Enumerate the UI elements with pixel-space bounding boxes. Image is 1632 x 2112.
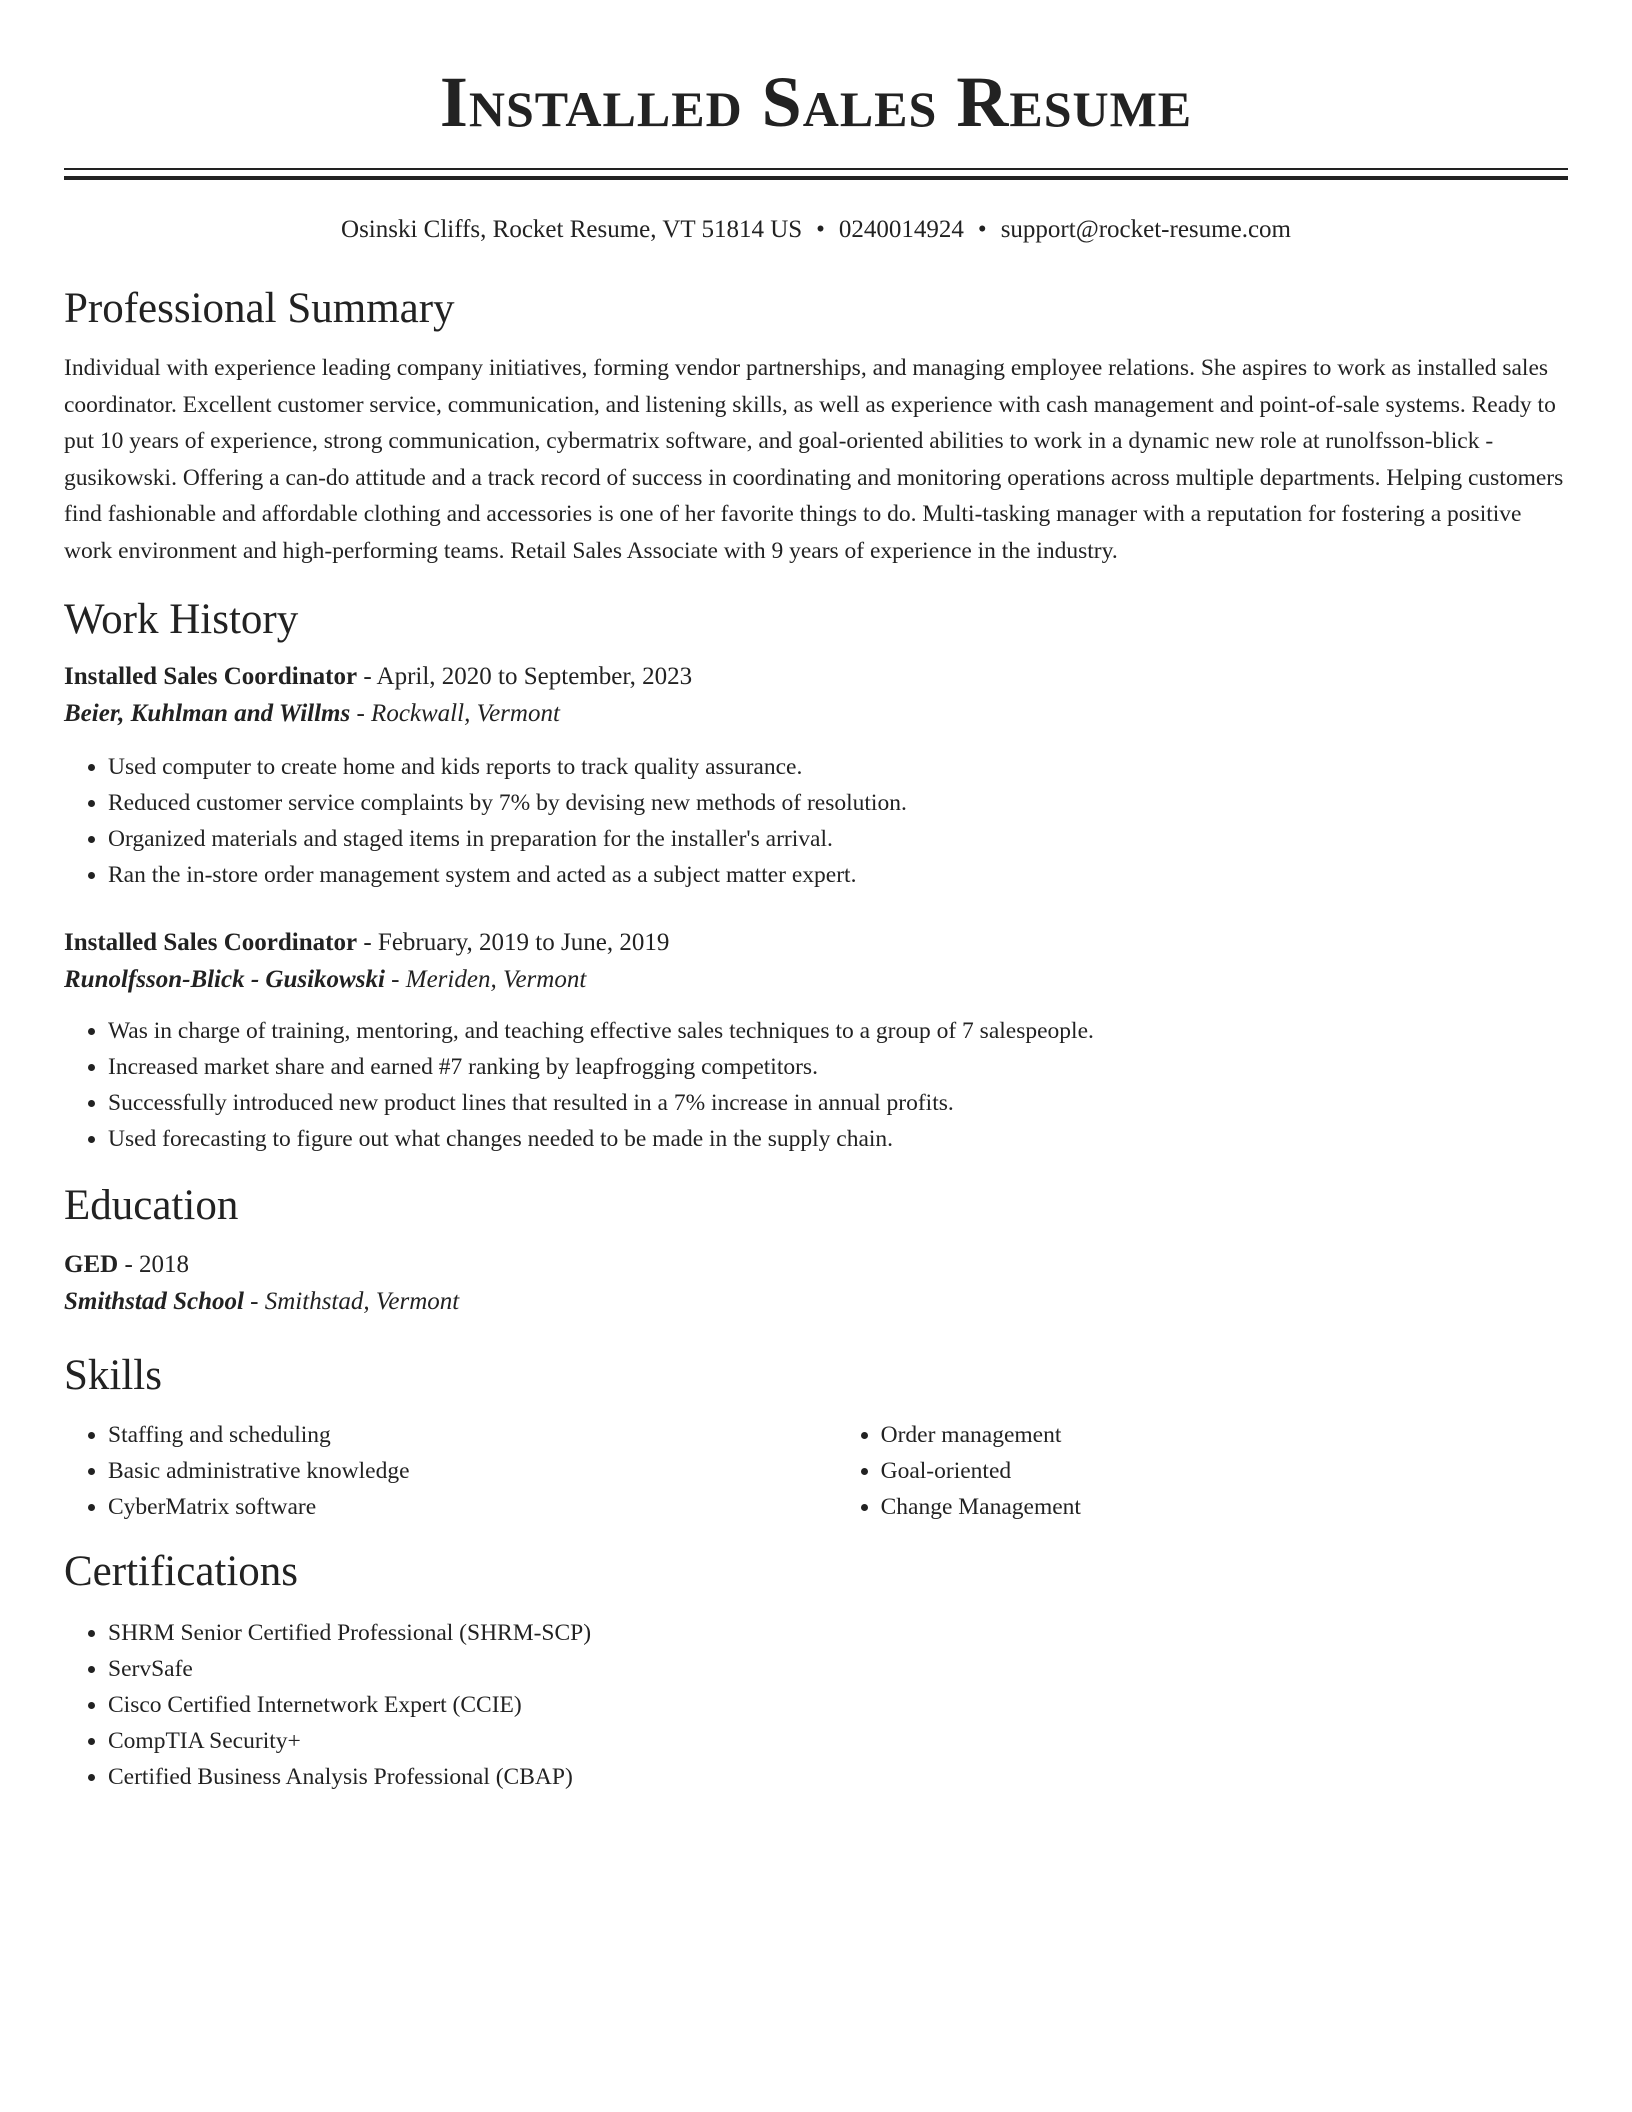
skill-item: • Goal-oriented [881, 1453, 1568, 1489]
education-degree-line [64, 1247, 1568, 1283]
job-company: Beier, Kuhlman and Willms [64, 700, 351, 727]
job-entry [64, 925, 1568, 1157]
skills-columns [64, 1417, 1568, 1525]
certifications-list [64, 1615, 1568, 1795]
job-entry [64, 659, 1568, 893]
contact-line [64, 214, 1568, 246]
job-bullet: • Was in charge of training, mentoring, and teaching effective sales techniques to a group of 7 salespeople. [108, 1013, 1568, 1049]
job-bullet: • Used forecasting to figure out what changes needed to be made in the supply chain. [108, 1121, 1568, 1157]
education-degree: GED [64, 1251, 119, 1278]
job-dates: - April, 2020 to September, 2023 [357, 663, 693, 690]
job-title: Installed Sales Coordinator [64, 929, 358, 956]
contact-address: Osinski Cliffs, Rocket Resume, VT 51814 US [341, 216, 803, 243]
education-location: - Smithstad, Vermont [243, 1288, 460, 1315]
skills-list-left [64, 1417, 837, 1525]
education-heading: Education [64, 1182, 239, 1229]
job-bullet: • Reduced customer service complaints by 7% by devising new methods of resolution. [108, 785, 1568, 821]
skill-item: • Change Management [881, 1489, 1568, 1525]
job-bullets [64, 749, 1568, 893]
certification-item: • Cisco Certified Internetwork Expert (CCIE) [108, 1687, 1568, 1723]
skill-item: • Order management [881, 1417, 1568, 1453]
job-company: Runolfsson-Blick - Gusikowski [64, 966, 385, 993]
job-bullet: • Ran the in-store order management system and acted as a subject matter expert. [108, 857, 1568, 893]
job-title: Installed Sales Coordinator [64, 663, 358, 690]
summary-text: Individual with experience leading company initiatives, forming vendor partnerships, and managing employee relations. She aspires to work as installed sales coordinator. Excellent customer service, communication, and listening skills, as well as experience with cash management and point-of-sale systems. Ready to put 10 years of experience, strong communication, cybermatrix software, and goal-oriented abilities to work in a dynamic new role at runolfsson-blick - gusikowski. Offering a can-do attitude and a track record of success in coordinating and monitoring operations across multiple departments. Helping customers find fashionable and affordable clothing and accessories is one of her favorite things to do. Multi-tasking manager with a reputation for fostering a positive work environment and high-performing teams. Retail Sales Associate with 9 years of experience in the industry. [64, 355, 1564, 564]
job-title-line [64, 925, 1568, 961]
job-bullet: • Increased market share and earned #7 ranking by leapfrogging competitors. [108, 1049, 1568, 1085]
skills-heading: Skills [64, 1352, 162, 1399]
skill-item: • Staffing and scheduling [108, 1417, 837, 1453]
job-location: - Rockwall, Vermont [350, 700, 560, 727]
skill-item: • CyberMatrix software [108, 1489, 837, 1525]
certification-item: • SHRM Senior Certified Professional (SHRM-SCP) [108, 1615, 1568, 1651]
job-bullet: • Successfully introduced new product lines that resulted in a 7% increase in annual profits. [108, 1085, 1568, 1121]
skill-item: • Basic administrative knowledge [108, 1453, 837, 1489]
contact-phone: 0240014924 [838, 216, 964, 243]
job-dates: - February, 2019 to June, 2019 [357, 929, 670, 956]
certification-item: • Certified Business Analysis Professional (CBAP) [108, 1759, 1568, 1795]
job-company-line [64, 695, 1568, 733]
contact-email: support@rocket-resume.com [1000, 216, 1291, 243]
education-year: - 2018 [118, 1251, 190, 1278]
job-bullets [64, 1013, 1568, 1157]
skills-list-right [837, 1417, 1568, 1525]
job-location: - Meriden, Vermont [384, 966, 587, 993]
contact-separator: • [816, 216, 825, 243]
work-history-heading: Work History [64, 596, 299, 643]
job-bullet: • Used computer to create home and kids reports to track quality assurance. [108, 749, 1568, 785]
certifications-heading: Certifications [64, 1548, 299, 1595]
resume-page [64, 0, 1568, 1795]
certification-item: • CompTIA Security+ [108, 1723, 1568, 1759]
job-bullet: • Organized materials and staged items in preparation for the installer's arrival. [108, 821, 1568, 857]
contact-separator: • [977, 216, 987, 243]
education-entry [64, 1247, 1568, 1321]
resume-title: Installed Sales Resume [439, 62, 1193, 142]
education-school: Smithstad School [64, 1288, 244, 1315]
summary-heading: Professional Summary [64, 285, 455, 332]
job-title-line [64, 659, 1568, 695]
certification-item: • ServSafe [108, 1651, 1568, 1687]
education-school-line [64, 1283, 1568, 1321]
job-company-line [64, 961, 1568, 999]
title-divider-thin [64, 168, 1568, 170]
title-divider-thick [64, 176, 1568, 180]
